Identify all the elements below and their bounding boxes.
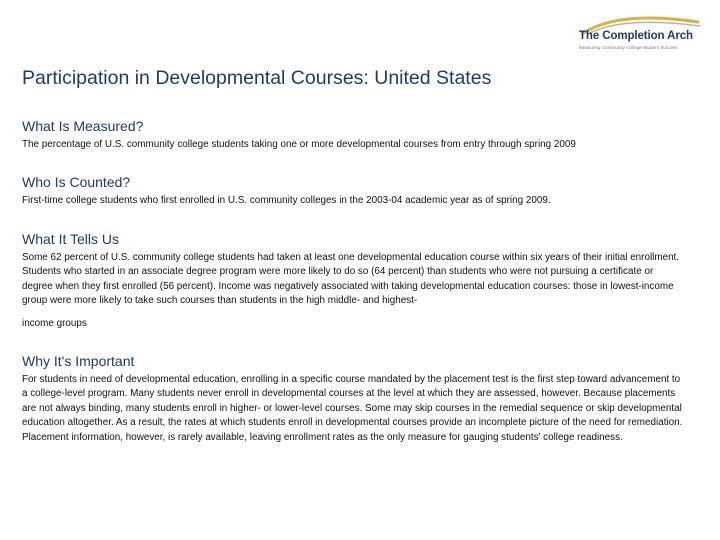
section-heading-what-is-measured: What Is Measured? [22,118,144,134]
logo-name: The Completion Arch [579,30,693,42]
section-heading-why-its-important: Why It's Important [22,353,135,369]
section-heading-who-is-counted: Who Is Counted? [22,174,131,190]
completion-arch-logo [574,12,712,52]
page-title: Participation in Developmental Courses: United States [22,67,492,89]
section-body-what-is-measured: The percentage of U.S. community college students taking one or more developmental courses from entry through spring 2009 [22,139,576,150]
section-body-why-its-important: For students in need of developmental education, enrolling in a specific course mandated by the placement test is the first step toward advancement to a college-level program. Many students never enroll in developmental courses at the level at which they are assessed, however. Because placements are not always binding, many students enroll in higher- or lower-level courses. Some may skip courses in the remedial sequence or skip developmental education altogether. As a result, the rates at which students enroll in developmental courses provide an incomplete picture of the need for remediation. Placement information, however, is rarely available, leaving enrollment rates as the only measure for gauging students' college readiness. [22,374,683,443]
section-body-what-it-tells-us [22,251,686,331]
section-heading-what-it-tells-us: What It Tells Us [22,231,119,247]
section-body-who-is-counted: First-time college students who first enrolled in U.S. community colleges in the 2003-04 academic year as of spring 2009. [22,195,551,206]
section-body-text: Some 62 percent of U.S. community college students had taken at least one developmental education course within six years of their initial enrollment. Students who started in an associate degree program were more likely to do so (64 percent) than students who were not pursuing a certificate or degree when they first enrolled (56 percent). Income was negatively associated with taking developmental education courses: those in lowest-income group were more likely to take such courses than students in the high middle- and highest- [22,252,680,307]
section-body-continuation: income groups [22,317,87,329]
logo-tagline: Measuring Community College Student Success [579,45,678,50]
